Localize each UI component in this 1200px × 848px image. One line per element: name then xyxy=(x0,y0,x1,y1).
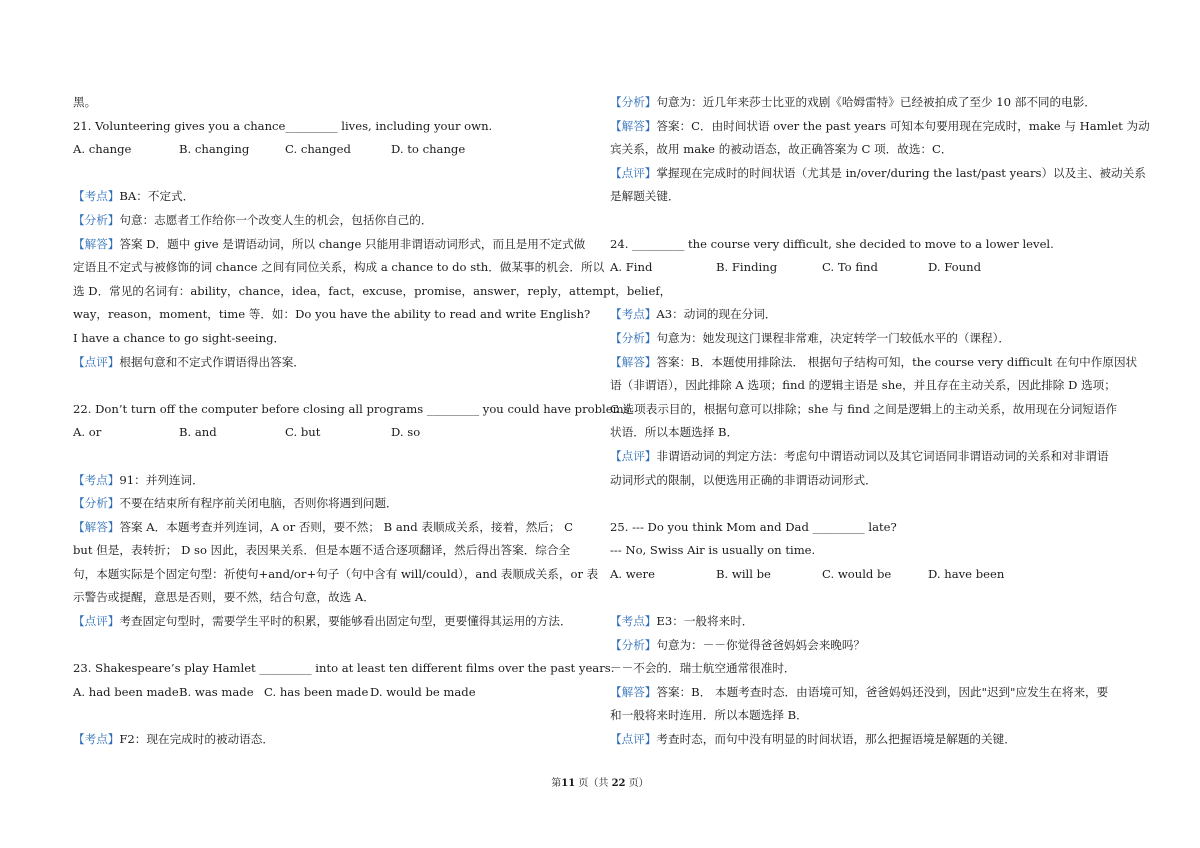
q25-option-c: C. would be xyxy=(822,566,892,581)
q22-stem: 22. Don’t turn off the computer before closing all programs _________ you could have problems xyxy=(73,401,630,416)
jieda-tag: 【解答】 xyxy=(610,684,657,699)
q25-option-d: D. have been xyxy=(928,566,1005,581)
dianping-tag: 【点评】 xyxy=(610,732,657,747)
kaodian-tag: 【考点】 xyxy=(610,614,657,629)
q25-options xyxy=(610,563,1128,587)
page-number: 11 xyxy=(561,778,576,789)
q25-stem: 25. --- Do you think Mom and Dad _________ late? xyxy=(610,519,897,534)
q22-jieda-line: 句，本题实际是个固定句型：祈使句+and/or+句子（句中含有 will/could），and 表顺成关系，or 表 xyxy=(73,566,599,581)
q24-jieda-line: 【解答】答案：B．本题使用排除法． 根据句子结构可知，the course very difficult 在句中作原因状 xyxy=(610,354,1138,369)
q24-kaodian: 【考点】A3：动词的现在分词． xyxy=(610,307,777,322)
fenxi-tag: 【分析】 xyxy=(610,330,657,345)
q25-option-a: A. were xyxy=(610,566,655,581)
q23-jieda-line: 宾关系，故用 make 的被动语态，故正确答案为 C 项．故选：C． xyxy=(610,142,953,157)
dianping-tag: 【点评】 xyxy=(73,354,120,369)
kaodian-tag: 【考点】 xyxy=(73,189,120,204)
q24-option-b: B. Finding xyxy=(716,260,778,275)
q24-dianping: 【点评】非谓语动词的判定方法：考虑句中谓语动词以及其它词语同非谓语动词的关系和对非谓语 xyxy=(610,448,1109,463)
q22-option-c: C. but xyxy=(285,425,321,440)
fenxi-tag: 【分析】 xyxy=(73,212,120,227)
q23-jieda-line: 【解答】答案：C．由时间状语 over the past years 可知本句要用现在完成时，make 与 Hamlet 为动 xyxy=(610,118,1150,133)
q23-stem: 23. Shakespeare’s play Hamlet _________ into at least ten different films over the past years. xyxy=(73,661,615,676)
dianping-tag: 【点评】 xyxy=(610,165,657,180)
q21-jieda-line: I have a chance to go sight-seeing． xyxy=(73,330,286,345)
q22-fenxi: 【分析】不要在结束所有程序前关闭电脑，否则你将遇到问题． xyxy=(73,496,398,511)
q23-option-d: D. would be made xyxy=(370,684,476,699)
q24-jieda-line: 状语．所以本题选择 B． xyxy=(610,425,739,440)
q25-fenxi: 【分析】句意为：－－你觉得爸爸妈妈会来晚吗？ xyxy=(610,637,866,652)
kaodian-tag: 【考点】 xyxy=(610,307,657,322)
q25-jieda-line: 和一般将来时连用．所以本题选择 B． xyxy=(610,708,808,723)
q24-stem: 24. _________ the course very difficult, she decided to move to a lower level. xyxy=(610,236,1054,251)
q22-dianping: 【点评】考查固定句型时，需要学生平时的积累，要能够看出固定句型，更要懂得其运用的方法． xyxy=(73,614,572,629)
q21-jieda-line: 定语且不定式与被修饰的词 chance 之间有同位关系，构成 a chance to do sth．做某事的机会．所以 xyxy=(73,260,605,275)
q21-option-c: C. changed xyxy=(285,142,351,157)
fenxi-tag: 【分析】 xyxy=(610,637,657,652)
q21-jieda-line: 【解答】答案 D．题中 give 是谓语动词，所以 change 只能用非谓语动词形式，而且是用不定式做 xyxy=(73,236,586,251)
q25-dianping: 【点评】考查时态，而句中没有明显的时间状语，那么把握语境是解题的关键． xyxy=(610,732,1016,747)
q23-dianping: 【点评】掌握现在完成时的时间状语（尤其是 in/over/during the last/past years）以及主、被动关系 xyxy=(610,165,1146,180)
q24-jieda-line: 语（非谓语），因此排除 A 选项；find 的逻辑主语是 she，并且存在主动关系，因此排除 D 选项； xyxy=(610,378,1116,393)
q24-options xyxy=(610,256,1128,280)
q21-option-b: B. changing xyxy=(179,142,250,157)
q21-dianping: 【点评】根据句意和不定式作谓语得出答案． xyxy=(73,354,305,369)
q22-jieda-line: 示警告或提醒，意思是否则，要不然，结合句意，故选 A． xyxy=(73,590,375,605)
q23-kaodian: 【考点】F2：现在完成时的被动语态． xyxy=(73,732,274,747)
q23-fenxi: 【分析】句意为：近几年来莎士比亚的戏剧《哈姆雷特》已经被拍成了至少 10 部不同的电影． xyxy=(610,95,1096,109)
q21-options xyxy=(73,138,591,162)
q22-options xyxy=(73,421,591,445)
q23-dianping-line: 是解题关键． xyxy=(610,189,680,204)
q21-option-d: D. to change xyxy=(391,142,466,157)
dianping-tag: 【点评】 xyxy=(73,614,120,629)
kaodian-tag: 【考点】 xyxy=(73,472,120,487)
text-fragment: 黑。 xyxy=(73,95,97,109)
q24-dianping-line: 动词形式的限制，以便选用正确的非谓语动词形式． xyxy=(610,472,877,487)
q23-option-b: B. was made xyxy=(179,684,254,699)
jieda-tag: 【解答】 xyxy=(73,519,120,534)
q25-stem-reply: --- No, Swiss Air is usually on time. xyxy=(610,543,816,558)
q21-jieda-line: way，reason，moment，time 等．如：Do you have the ability to read and write English? xyxy=(73,307,591,322)
q24-option-d: D. Found xyxy=(928,260,981,275)
jieda-tag: 【解答】 xyxy=(610,118,657,133)
jieda-tag: 【解答】 xyxy=(610,354,657,369)
fenxi-tag: 【分析】 xyxy=(610,95,657,109)
q25-kaodian: 【考点】E3：一般将来时． xyxy=(610,614,754,629)
dianping-tag: 【点评】 xyxy=(610,448,657,463)
q24-option-c: C. To find xyxy=(822,260,878,275)
q24-fenxi: 【分析】句意为：她发现这门课程非常难，决定转学一门较低水平的（课程）． xyxy=(610,330,1010,345)
q25-fenxi-line: －－不会的．瑞士航空通常很准时． xyxy=(610,661,796,676)
q25-jieda-line: 【解答】答案：B． 本题考查时态．由语境可知，爸爸妈妈还没到，因此"迟到"应发生在将来，要 xyxy=(610,684,1109,699)
q22-option-d: D. so xyxy=(391,425,421,440)
page-footer: 第11 页（共 22 页） xyxy=(551,778,649,789)
q21-jieda-line: 选 D．常见的名词有：ability，chance，idea，fact，excuse，promise，answer，reply，attempt，belief， xyxy=(73,283,672,298)
q21-stem: 21. Volunteering gives you a chance_________ lives, including your own. xyxy=(73,118,493,133)
q22-jieda-line: 【解答】答案 A．本题考查并列连词，A or 否则，要不然； B and 表顺成关系，接着，然后； C xyxy=(73,519,574,534)
kaodian-tag: 【考点】 xyxy=(73,732,120,747)
q23-option-a: A. had been made xyxy=(73,684,179,699)
q23-options xyxy=(73,681,591,705)
q21-kaodian: 【考点】BA：不定式． xyxy=(73,189,195,204)
fenxi-tag: 【分析】 xyxy=(73,496,120,511)
q21-option-a: A. change xyxy=(73,142,132,157)
right-column xyxy=(610,91,1150,752)
q23-option-c: C. has been made xyxy=(264,684,369,699)
q24-jieda-line: C 选项表示目的，根据句意可以排除；she 与 find 之间是逻辑上的主动关系，故用现在分词短语作 xyxy=(610,401,1118,416)
q21-fenxi: 【分析】句意：志愿者工作给你一个改变人生的机会，包括你自己的． xyxy=(73,212,433,227)
total-pages: 22 xyxy=(611,778,626,789)
q25-option-b: B. will be xyxy=(716,566,771,581)
jieda-tag: 【解答】 xyxy=(73,236,120,251)
q22-kaodian: 【考点】91：并列连词． xyxy=(73,472,204,487)
q22-option-a: A. or xyxy=(73,425,102,440)
q24-option-a: A. Find xyxy=(610,260,653,275)
q22-option-b: B. and xyxy=(179,425,217,440)
q22-jieda-line: but 但是，表转折； D so 因此，表因果关系．但是本题不适合逐项翻译，然后得出答案．综合全 xyxy=(73,543,571,558)
